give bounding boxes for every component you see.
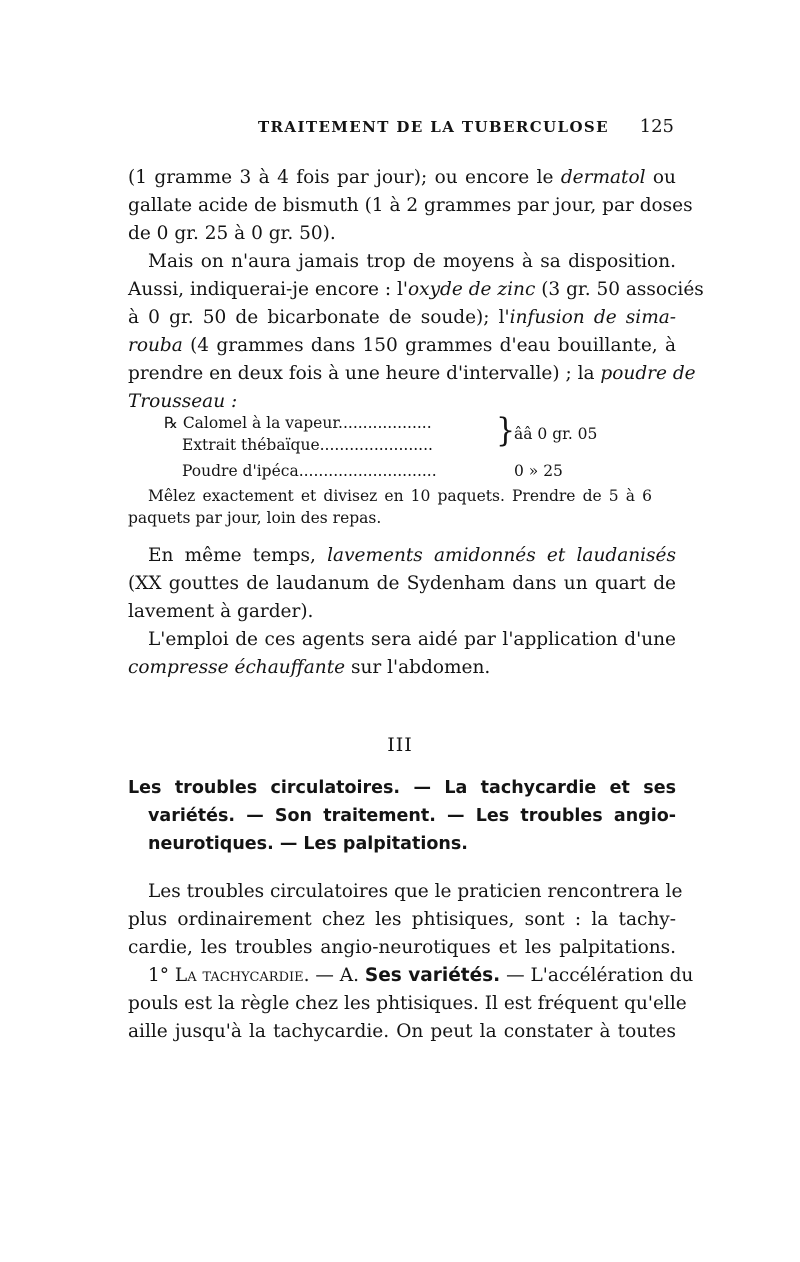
text-span: sur l'abdomen. [351,657,491,678]
text-line: pouls est la règle chez les phtisiques. Il est fréquent qu'elle [128,993,687,1014]
prescription-note: paquets par jour, loin des repas. [128,509,382,527]
italic-term: compresse échauffante [128,657,346,678]
prescription-line: ℞ Calomel à la vapeur................... [164,414,432,432]
prescription-dose: 0 » 25 [514,462,563,480]
page-header [128,118,674,142]
text-line [128,388,676,416]
italic-term: lavements amidonnés et laudanisés [327,545,676,566]
italic-term: infusion de sima- [509,307,677,328]
prescription-dose: ââ 0 gr. 05 [514,425,598,443]
text-span: 1° [148,965,175,986]
italic-term: rouba [128,335,183,356]
text-line [148,542,676,570]
text-line: (XX gouttes de laudanum de Sydenham dans un quart de [128,573,676,594]
text-line: L'emploi de ces agents sera aidé par l'application d'une [148,629,676,650]
text-span: (1 gramme 3 à 4 fois par jour); ou encore le [128,167,554,188]
text-line: aille jusqu'à la tachycardie. On peut la constater à toutes [128,1021,676,1042]
text-line: plus ordinairement chez les phtisiques, sont : la tachy- [128,909,676,930]
bold-term: Ses variétés. [364,965,501,986]
text-line [128,332,676,360]
text-line: cardie, les troubles angio-neurotiques et les palpitations. [128,937,676,958]
text-line [128,654,676,682]
brace: } [496,411,516,450]
text-span: — L'accélération du [506,965,694,986]
text-span: à 0 gr. 50 de bicarbonate de soude); l' [128,307,510,328]
prescription-note: Mêlez exactement et divisez en 10 paquets. Prendre de 5 à 6 [148,487,652,505]
section-heading: neurotiques. — Les palpitations. [148,834,468,854]
italic-term: oxyde de zinc [408,279,536,300]
text-span: (3 gr. 50 associés [541,279,704,300]
text-line: gallate acide de bismuth (1 à 2 grammes par jour, par doses [128,195,693,216]
text-line [128,276,704,304]
section-number: III [387,734,413,756]
text-line: Mais on n'aura jamais trop de moyens à sa disposition. [148,251,676,272]
text-span: En même temps, [148,545,316,566]
prescription-line: Poudre d'ipéca............................ [182,462,437,480]
text-line [148,962,694,990]
italic-term: poudre de [600,363,696,384]
running-head: TRAITEMENT DE LA TUBERCULOSE [258,118,609,136]
italic-term: Trousseau : [128,391,238,412]
text-span: prendre en deux fois à une heure d'intervalle) ; la [128,363,595,384]
text-line [128,304,676,332]
text-span: ou [652,167,676,188]
smallcaps-term: La tachycardie. [174,965,310,986]
text-span: Aussi, indiquerai-je encore : l' [128,279,408,300]
text-line: lavement à garder). [128,601,314,622]
text-line: de 0 gr. 25 à 0 gr. 50). [128,223,336,244]
text-span: — A. [309,965,360,986]
text-line: Les troubles circulatoires que le praticien rencontrera le [148,881,683,902]
section-heading: Les troubles circulatoires. — La tachycardie et ses [128,778,676,798]
text-line [128,164,676,192]
text-span: (4 grammes dans 150 grammes d'eau bouillante, à [190,335,676,356]
page-number: 125 [639,116,674,137]
prescription-line: Extrait thébaïque....................... [182,436,433,454]
text-line [128,360,696,388]
section-heading: variétés. — Son traitement. — Les troubles angio- [148,806,676,826]
italic-term: dermatol [560,167,646,188]
